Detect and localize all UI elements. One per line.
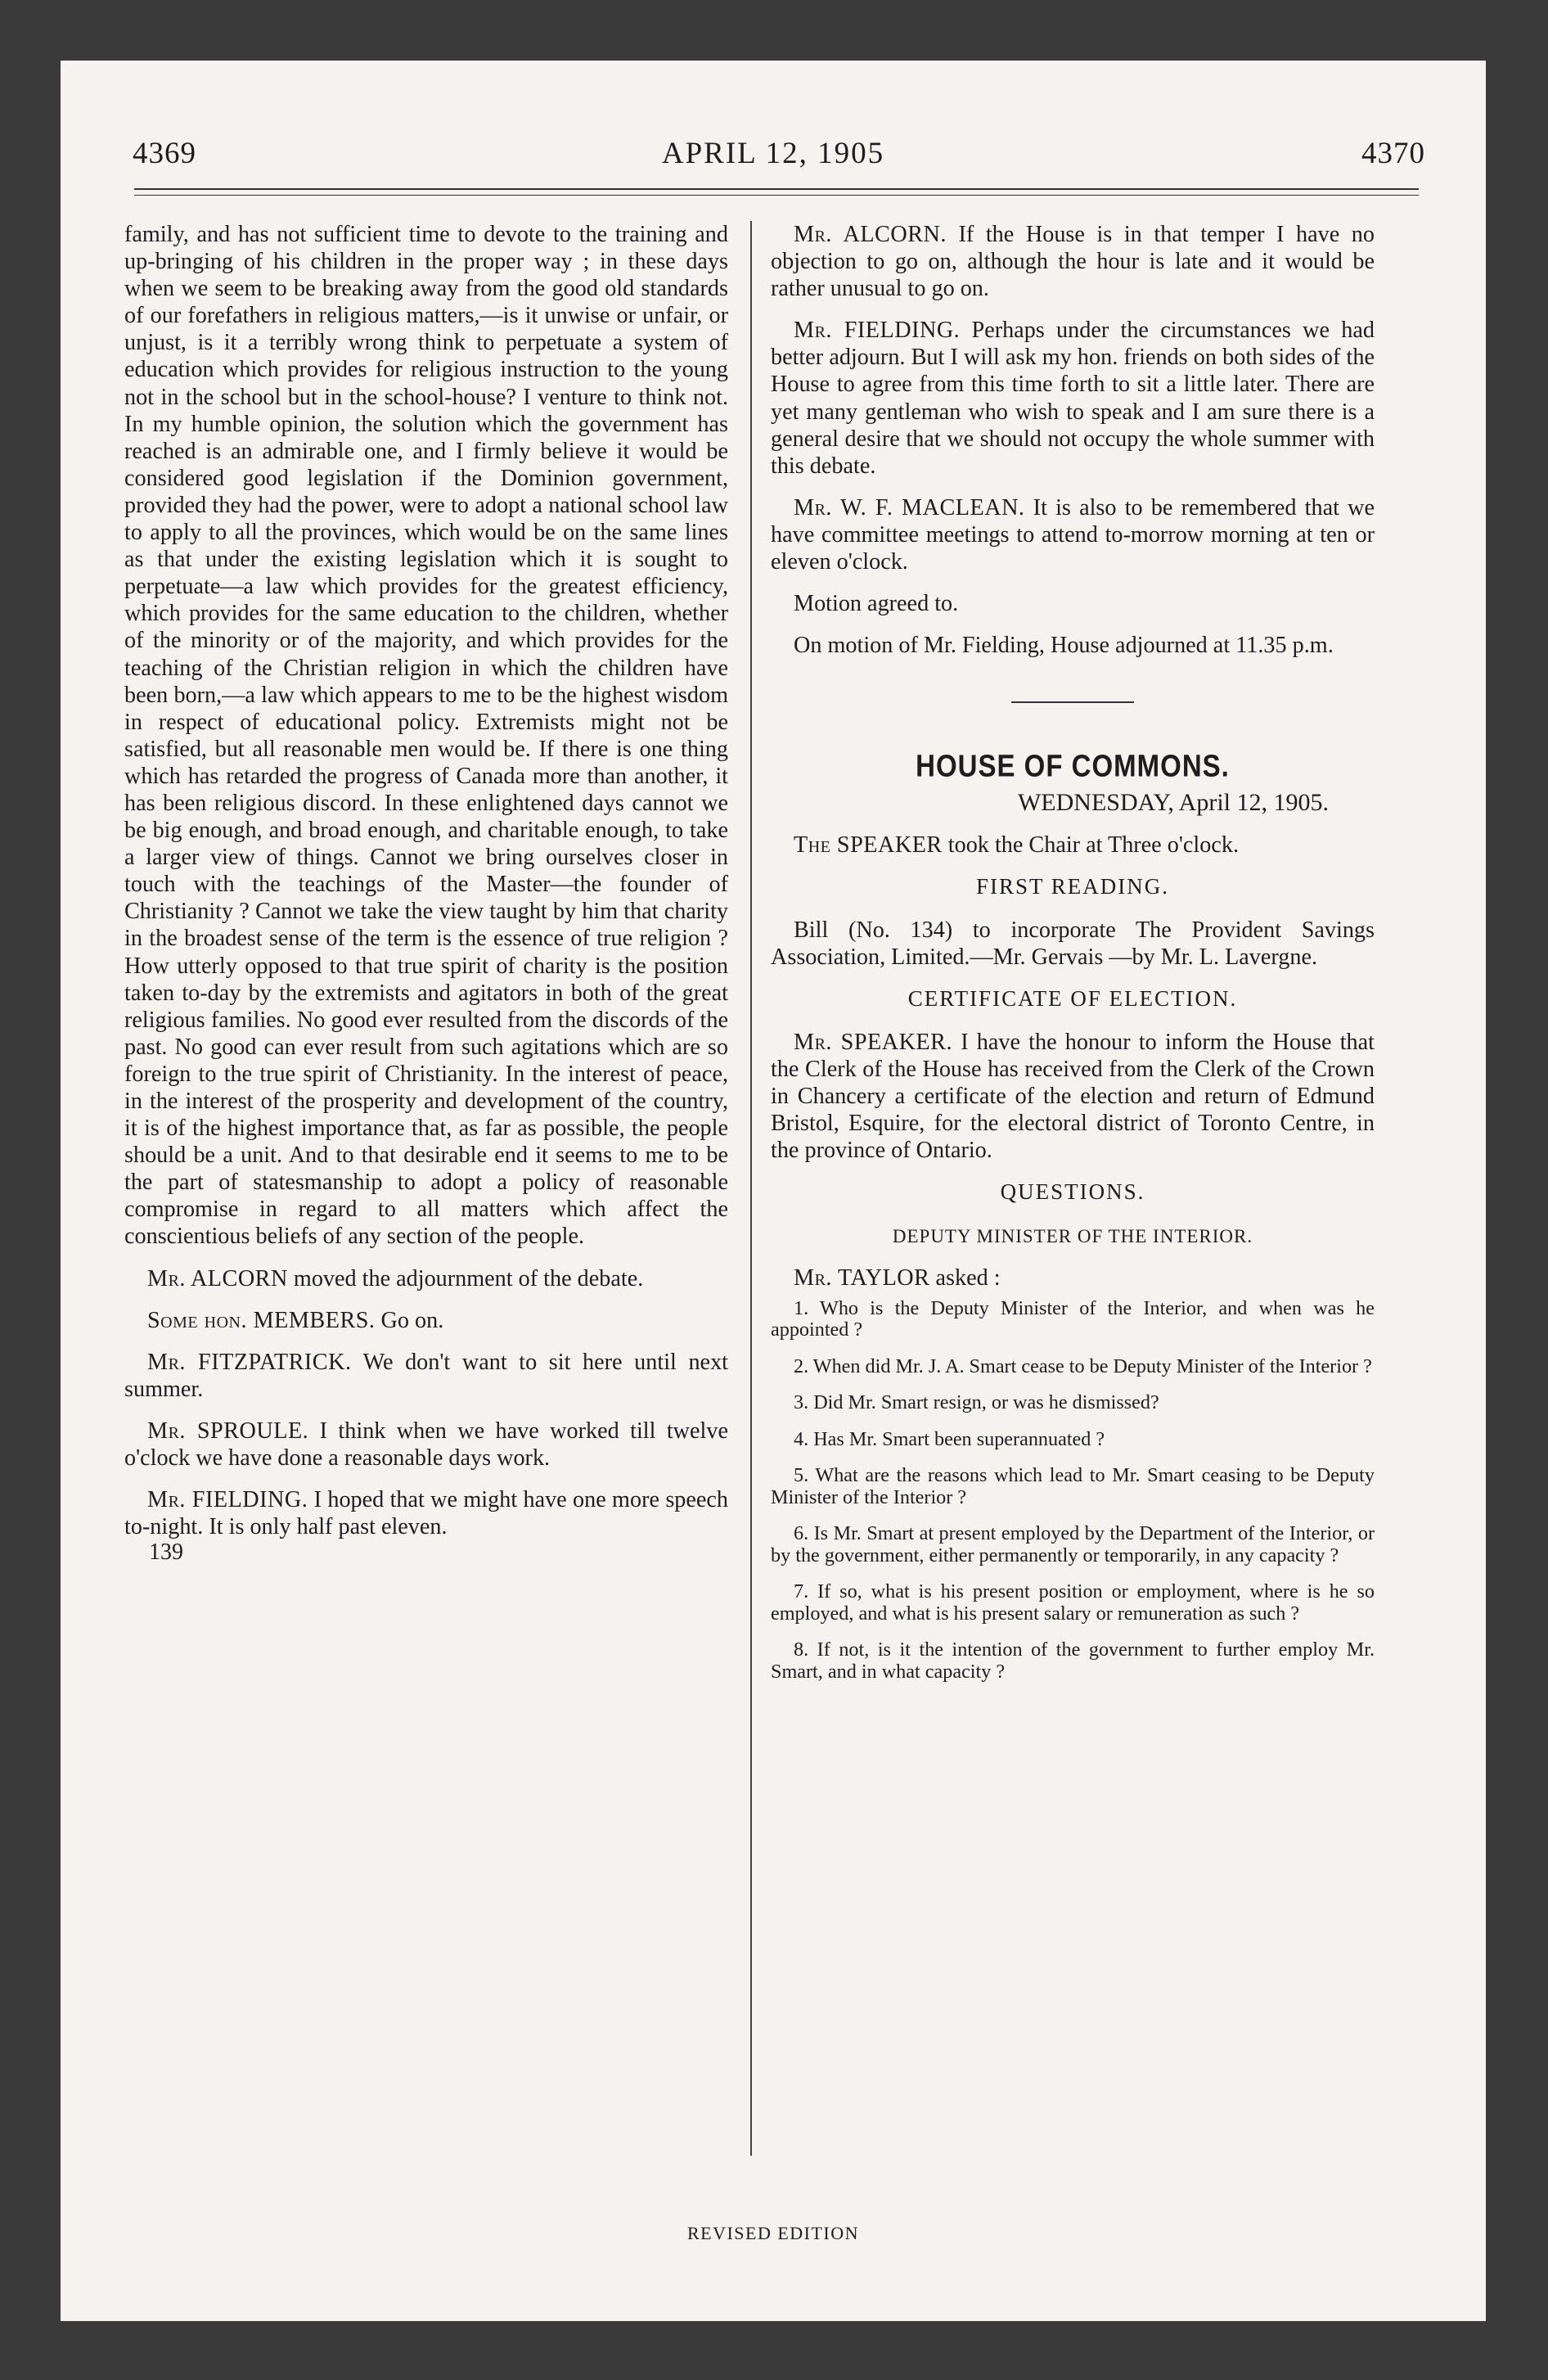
- left-column: [124, 221, 728, 1566]
- speaker-name: The SPEAKER: [794, 832, 943, 858]
- speaker-name: Mr. ALCORN: [147, 1265, 288, 1291]
- exchange-text: took the Chair at Three o'clock.: [942, 832, 1240, 858]
- question-item: 7. If so, what is his present position or employment, where is he so employed, and what is his present salary or remuneration as such ?: [771, 1580, 1375, 1625]
- first-reading-heading: FIRST READING.: [975, 873, 1170, 899]
- speaker-name: Mr. SPEAKER.: [794, 1029, 952, 1055]
- question-item: 3. Did Mr. Smart resign, or was he dismissed?: [794, 1391, 1159, 1414]
- speaker-name: Some hon. MEMBERS.: [147, 1307, 376, 1333]
- right-column: [771, 221, 1375, 1697]
- speaker-name: Mr. W. F. MACLEAN.: [794, 494, 1025, 521]
- questions-heading: QUESTIONS.: [1000, 1179, 1145, 1205]
- header-rule: [134, 188, 1419, 190]
- speaker-name: Mr. FITZPATRICK.: [147, 1349, 352, 1375]
- page-header-date: APRIL 12, 1905: [661, 137, 885, 170]
- speech-paragraph: family, and has not sufficient time to devote to the training and up-bringing of his children in the proper way ; in these days when we seem to be breaking away from the good old standards of our forefathers in religious matters,—is it unwise or unfair, or unjust, is it a terribly wrong think to perpetuate a system of education which provides for religious instruction to the young not in the school but in the school-house? I venture to think not. In my humble opinion, the solution which the government has reached is an admirable one, and I firmly believe it would be considered good legislation if the Dominion government, provided they had the power, were to adopt a national school law to apply to all the provinces, which would be on the same lines as that under the existing legislation which it is sought to perpetuate—a law which provides for the greatest efficiency, which provides for the same education to the children, whether of the minority or of the majority, and which provides for the teaching of the Christian religion in which the children have been born,—a law which appears to me to be the highest wisdom in respect of educational policy. Extremists might not be satisfied, but all reasonable men would be. If there is one thing which has retarded the progress of Canada more than another, it has been religious discord. In these enlightened days cannot we be big enough, and broad enough, and charitable enough, to take a larger view of things. Cannot we bring ourselves closer in touch with the teachings of the Master—the founder of Christianity ? Cannot we take the view taught by him that charity in the broadest sense of the term is the essence of true religion ? How utterly opposed to that true spirit of charity is the position taken to-day by the extremists and agitators in both of the great religious families. No good ever resulted from the discords of the past. No good can ever result from such agitations which are so foreign to the true spirit of Christianity. In the interest of peace, in the interest of the prosperity and development of the country, it is of the highest importance that, as far as possible, the people should be a unit. And to that desirable end it seems to me to be the part of statesmanship to adopt a policy of reasonable compromise in regard to all matters which affect the conscientious beliefs of any section of the people.: [124, 222, 728, 1250]
- speaker-name: Mr. ALCORN.: [794, 222, 947, 247]
- exchange-text: asked :: [929, 1264, 1001, 1291]
- certificate-heading: CERTIFICATE OF ELECTION.: [907, 985, 1238, 1011]
- exchange-paragraph: [771, 494, 1375, 575]
- exchange-paragraph: [124, 1307, 728, 1334]
- bill-paragraph: Bill (No. 134) to incorporate The Provident Savings Association, Limited.—Mr. Gervais —by Mr. L. Lavergne.: [771, 917, 1375, 970]
- adjournment-notice: On motion of Mr. Fielding, House adjourned at 11.35 p.m.: [794, 633, 1334, 659]
- exchange-text: Go on.: [375, 1307, 444, 1333]
- exchange-paragraph: [771, 832, 1375, 859]
- header-rule-thin: [134, 195, 1419, 196]
- exchange-paragraph: [124, 1265, 728, 1292]
- question-item: 6. Is Mr. Smart at present employed by the Department of the Interior, or by the government, either permanently or temporarily, in any capacity ?: [771, 1522, 1375, 1566]
- question-item: 8. If not, is it the intention of the government to further employ Mr. Smart, and in what capacity ?: [771, 1639, 1375, 1683]
- signature-mark: 139: [149, 1539, 183, 1566]
- page-number-right: 4370: [1361, 137, 1425, 170]
- exchange-paragraph: [771, 221, 1375, 302]
- edition-footer: REVISED EDITION: [686, 2223, 860, 2243]
- motion-agreed: Motion agreed to.: [794, 591, 959, 617]
- exchange-text: I have the honour to inform the House that the Clerk of the House has received from the Clerk of the Crown in Chancery a certificate of the election and return of Edmund Bristol, Esquire, for the electoral district of Toronto Centre, in the province of Ontario.: [771, 1029, 1375, 1164]
- question-item: 5. What are the reasons which lead to Mr. Smart ceasing to be Deputy Minister of the Interior ?: [771, 1464, 1375, 1508]
- document-page: [61, 61, 1486, 2321]
- exchange-paragraph: [124, 1486, 728, 1540]
- speaker-name: Mr. FIELDING.: [147, 1487, 308, 1513]
- column-divider: [750, 221, 752, 2156]
- question-item: 1. Who is the Deputy Minister of the Interior, and when was he appointed ?: [771, 1296, 1375, 1341]
- speaker-name: Mr. SPROULE.: [147, 1418, 309, 1444]
- question-item: 2. When did Mr. J. A. Smart cease to be Deputy Minister of the Interior ?: [794, 1355, 1372, 1377]
- exchange-paragraph: [124, 1418, 728, 1472]
- exchange-text: If the House is in that temper I have no objection to go on, although the hour is late and it would be rather unusual to go on.: [771, 222, 1375, 302]
- exchange-text: I think when we have worked till twelve o'clock we have done a reasonable days work.: [124, 1418, 728, 1472]
- exchange-paragraph: [771, 1029, 1375, 1164]
- section-title: HOUSE OF COMMONS.: [916, 748, 1230, 784]
- speaker-name: Mr. TAYLOR: [794, 1264, 930, 1291]
- section-rule: [1011, 701, 1134, 703]
- exchange-text: We don't want to sit here until next summer.: [124, 1349, 728, 1402]
- exchange-text: I hoped that we might have one more speech to-night. It is only half past eleven.: [124, 1487, 729, 1540]
- question-item: 4. Has Mr. Smart been superannuated ?: [794, 1427, 1105, 1450]
- exchange-text: moved the adjournment of the debate.: [287, 1265, 644, 1291]
- exchange-text: It is also to be remembered that we have committee meetings to attend to-morrow morning at ten or eleven o'clock.: [771, 494, 1375, 575]
- exchange-paragraph: [771, 1264, 1375, 1291]
- sitting-date: WEDNESDAY, April 12, 1905.: [1017, 789, 1329, 817]
- page-number-left: 4369: [133, 137, 196, 170]
- deputy-minister-heading: DEPUTY MINISTER OF THE INTERIOR.: [892, 1225, 1253, 1246]
- exchange-text: Perhaps under the circumstances we had better adjourn. But I will ask my hon. friends on both sides of the House to agree from this time forth to sit a little later. There are yet many gentleman who wish to speak and I am sure there is a general desire that we should not occupy the whole summer with this debate.: [771, 318, 1375, 479]
- speaker-name: Mr. FIELDING.: [794, 318, 961, 344]
- exchange-paragraph: [771, 317, 1375, 480]
- exchange-paragraph: [124, 1349, 728, 1403]
